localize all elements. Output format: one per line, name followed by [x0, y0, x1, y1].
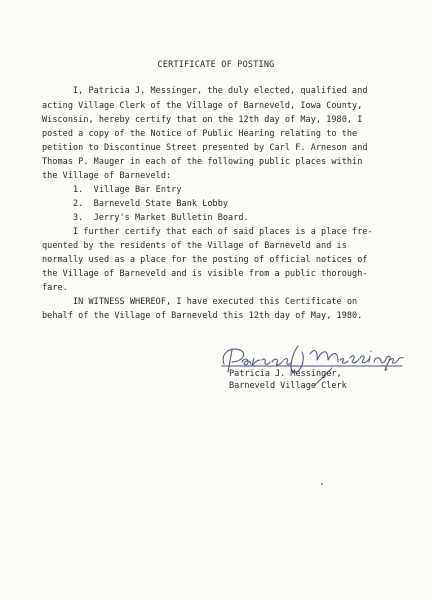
- list-item-3: 3. Jerry's Market Bulletin Board.: [42, 213, 249, 223]
- body-line-14: behalf of the Village of Barneveld this 12th day of May, 1980.: [42, 311, 363, 321]
- body-line-10: normally used as a place for the posting of official notices of: [42, 255, 368, 265]
- body-line-7: the Village of Barneveld:: [42, 171, 172, 181]
- body-line-3: Wisconsin, hereby certify that on the 12th day of May, 1980, I: [42, 115, 363, 125]
- list-item-1: 1. Village Bar Entry: [42, 185, 182, 195]
- body-line-1: I, Patricia J. Messinger, the duly elected, qualified and: [42, 86, 368, 96]
- body-line-11: the Village of Barneveld and is visible from a public thorough-: [42, 269, 368, 279]
- body-line-5: petition to Discontinue Street presented by Carl F. Arneson and: [42, 143, 368, 153]
- body-line-8: I further certify that each of said places is a place fre-: [42, 227, 373, 237]
- typed-signer-title: Barneveld Village Clerk: [229, 381, 347, 391]
- body-line-4: posted a copy of the Notice of Public Hearing relating to the: [42, 129, 358, 139]
- list-item-2: 2. Barneveld State Bank Lobby: [42, 199, 229, 209]
- body-line-12: fare.: [42, 283, 68, 293]
- document-title: CERTIFICATE OF POSTING: [157, 60, 275, 70]
- body-line-13: IN WITNESS WHEREOF, I have executed this Certificate on: [42, 297, 358, 307]
- typed-signer-name: Patricia J. Messinger,: [229, 369, 342, 379]
- paper-speck: [321, 483, 323, 485]
- body-line-6: Thomas P. Mauger in each of the following public places within: [42, 157, 363, 167]
- body-line-2: acting Village Clerk of the Village of Barneveld, Iowa County,: [42, 101, 363, 111]
- body-line-9: quented by the residents of the Village of Barneveld and is: [42, 241, 347, 251]
